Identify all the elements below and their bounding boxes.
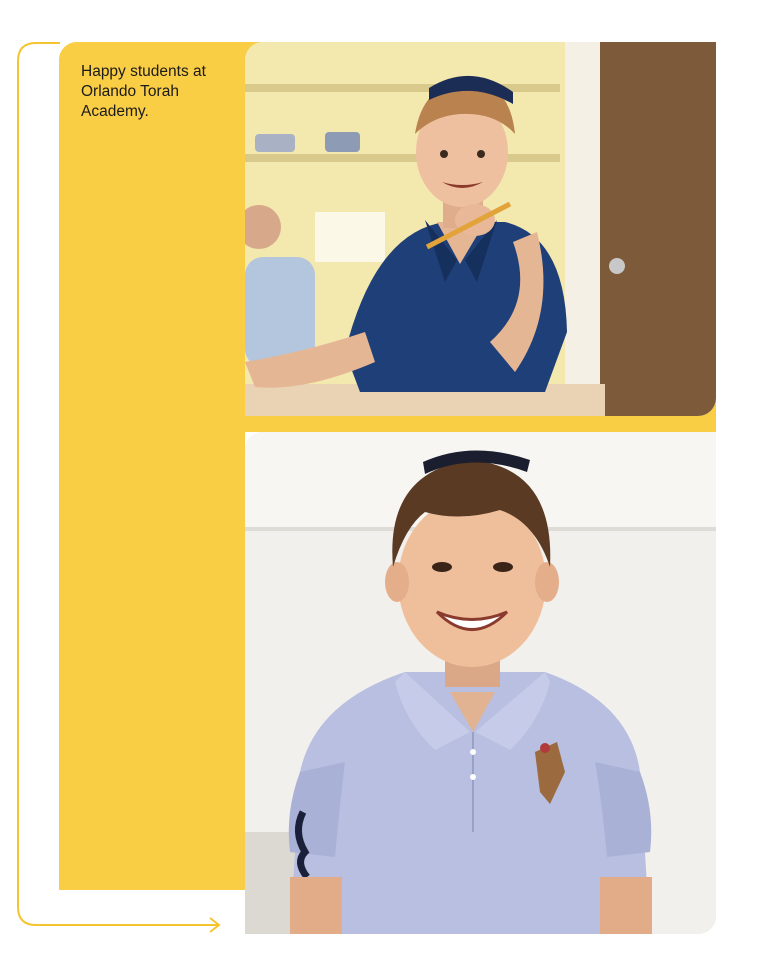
photo-student-lilac-polo [245,432,716,934]
photo-student-navy-polo [245,42,716,416]
yellow-side-strip [59,42,245,890]
photo-caption: Happy students at Orlando Torah Academy. [81,63,206,120]
